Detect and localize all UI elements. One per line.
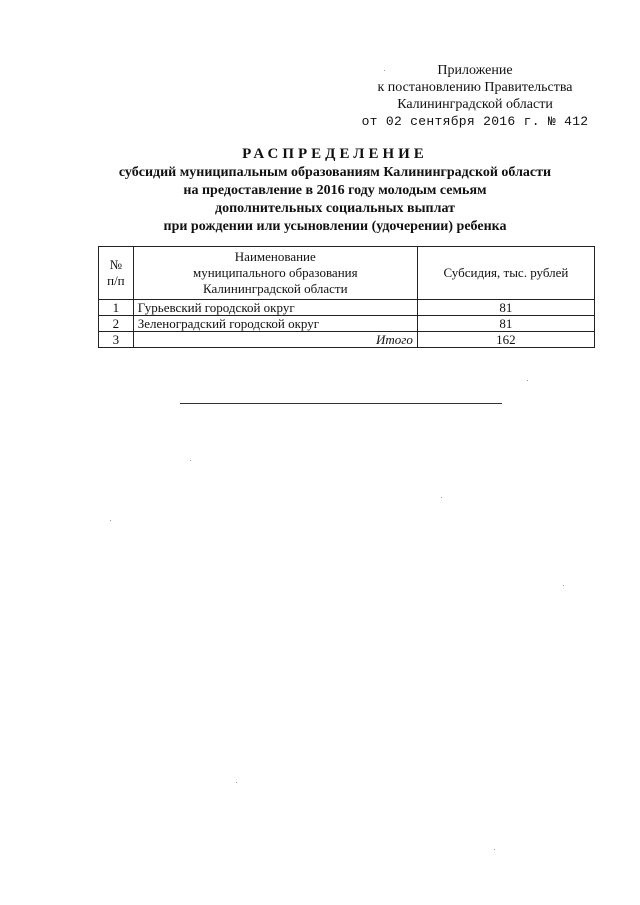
- scan-speck: [494, 849, 495, 850]
- row-number: 1: [99, 300, 134, 316]
- total-label: Итого: [133, 332, 417, 348]
- table-row: [99, 300, 595, 316]
- table-total-row: [99, 332, 595, 348]
- header-number-line-1: №: [109, 257, 123, 272]
- table-header-row: [99, 247, 595, 300]
- scan-speck: [441, 497, 442, 498]
- appendix-resolution: к постановлению Правительства: [377, 80, 573, 95]
- scan-speck: [190, 460, 191, 461]
- header-number: [99, 247, 134, 300]
- row-subsidy: 81: [417, 316, 594, 332]
- subsidy-table: [98, 246, 595, 348]
- appendix-label: Приложение: [437, 63, 513, 78]
- header-name-line-3: Калининградской области: [203, 281, 348, 296]
- subtitle-line-1: субсидий муниципальным образованиям Калининградской области: [118, 165, 552, 180]
- table-row: [99, 316, 595, 332]
- subtitle-line-2: на предоставление в 2016 году молодым семьям: [183, 183, 487, 198]
- scan-speck: [527, 380, 528, 381]
- total-number: 3: [99, 332, 134, 348]
- row-municipality: Гурьевский городской округ: [133, 300, 417, 316]
- row-number: 2: [99, 316, 134, 332]
- document-title: РАСПРЕДЕЛЕНИЕ: [242, 146, 428, 162]
- row-subsidy: 81: [417, 300, 594, 316]
- document-subtitle: [80, 164, 590, 236]
- scan-speck: [384, 70, 385, 71]
- header-name-line-2: муниципального образования: [192, 265, 358, 280]
- appendix-region: Калининградской области: [397, 97, 553, 112]
- scan-speck: [563, 585, 564, 586]
- scan-speck: [236, 782, 237, 783]
- appendix-date: от 02 сентября 2016 г. № 412: [361, 114, 589, 129]
- appendix-header: [360, 62, 590, 130]
- closing-rule: [180, 403, 502, 404]
- header-subsidy: Субсидия, тыс. рублей: [417, 247, 594, 300]
- total-subsidy: 162: [417, 332, 594, 348]
- header-number-line-2: п/п: [107, 273, 125, 288]
- subtitle-line-3: дополнительных социальных выплат: [215, 201, 455, 216]
- header-name-line-1: Наименование: [234, 249, 316, 264]
- row-municipality: Зеленоградский городской округ: [133, 316, 417, 332]
- scan-speck: [110, 520, 111, 521]
- header-name: [133, 247, 417, 300]
- subtitle-line-4: при рождении или усыновлении (удочерении) ребенка: [163, 219, 507, 234]
